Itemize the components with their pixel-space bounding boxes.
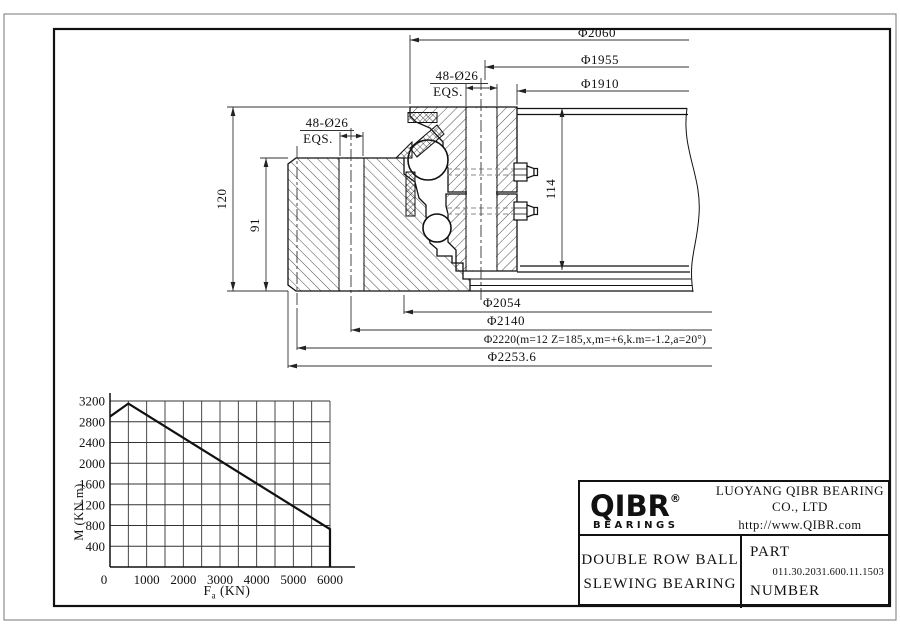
part-label-line1: PART — [750, 544, 791, 560]
break-line — [686, 108, 699, 292]
x-label-symbol: F — [203, 583, 212, 598]
dim-diameter-2140: Φ2140 — [486, 313, 525, 328]
title-block — [578, 480, 890, 606]
dim-height-120: 120 — [214, 188, 229, 210]
chart-tick-label: 1600 — [79, 476, 105, 492]
title-block-detail-row — [580, 536, 888, 608]
part-label-line2: NUMBER — [750, 583, 821, 599]
dim-bore-1910: Φ1910 — [580, 76, 619, 91]
x-label-unit: (KN) — [216, 583, 251, 598]
company-website: http://www.QIBR.com — [738, 518, 862, 532]
logo-subtitle: BEARINGS — [593, 520, 679, 531]
company-logo — [580, 485, 712, 531]
chart-tick-label: 2000 — [170, 572, 197, 587]
chart-tick-label: 2400 — [79, 435, 105, 450]
lower-ball — [423, 214, 451, 242]
chart-tick-label: 6000 — [317, 572, 343, 587]
chart-tick-label: 2800 — [79, 414, 105, 430]
load-capacity-chart — [60, 385, 360, 615]
bolt-callout-left-line1: 48-Ø26 — [305, 115, 349, 130]
chart-tick-label: 0 — [100, 572, 108, 587]
dim-height-114: 114 — [543, 178, 558, 200]
chart-tick-label: 4000 — [243, 572, 270, 587]
dim-diameter-2054: Φ2054 — [482, 295, 521, 310]
logo-wordmark — [590, 485, 712, 523]
chart-tick-label: 5000 — [280, 572, 307, 587]
bolt-callout-left-line2: EQS. — [303, 131, 333, 146]
dim-height-91: 91 — [247, 218, 262, 232]
grease-fitting-lower — [514, 202, 538, 220]
company-name: LUOYANG QIBR BEARING CO., LTD — [715, 483, 885, 514]
chart-y-axis-label: M (KN.m) — [72, 483, 86, 541]
chart-tick-label: 800 — [85, 518, 105, 533]
x-label-subscript: a — [211, 590, 217, 601]
part-number-cell — [742, 536, 888, 608]
chart-tick-label: 400 — [85, 538, 105, 554]
chart-x-axis-label — [157, 584, 297, 603]
registered-trademark-icon: ® — [669, 492, 681, 505]
product-title-line2: SLEWING BEARING — [583, 576, 737, 592]
dim-bolt-circle-1955: Φ1955 — [580, 52, 619, 67]
product-title-cell — [580, 536, 742, 608]
chart-tick-label: 1000 — [133, 572, 160, 587]
part-number-value: 011.30.2031.600.11.1503 — [772, 567, 884, 578]
logo-text: QIBR — [590, 489, 670, 523]
dim-gear-tip-2253: Φ2253.6 — [487, 349, 537, 364]
chart-tick-label: 3000 — [207, 572, 233, 587]
dim-gear-pitch-note: Φ2220(m=12 Z=185,x,m=+6,k.m=-1.2,a=20°) — [483, 334, 707, 346]
product-title-line1: DOUBLE ROW BALL — [581, 552, 739, 568]
grease-fitting-upper — [514, 163, 538, 181]
chart-tick-label: 1200 — [79, 497, 105, 513]
dim-outer-diameter-2060: Φ2060 — [577, 25, 616, 40]
bearing-cross-section — [288, 78, 699, 310]
chart-tick-label: 2000 — [79, 455, 105, 471]
chart-tick-label: 3200 — [79, 393, 105, 409]
bolt-callout-right-line1: 48-Ø26 — [435, 68, 479, 83]
bolt-callout-right-line2: EQS. — [433, 84, 463, 99]
company-info — [712, 483, 888, 533]
title-block-header-row — [580, 482, 888, 536]
